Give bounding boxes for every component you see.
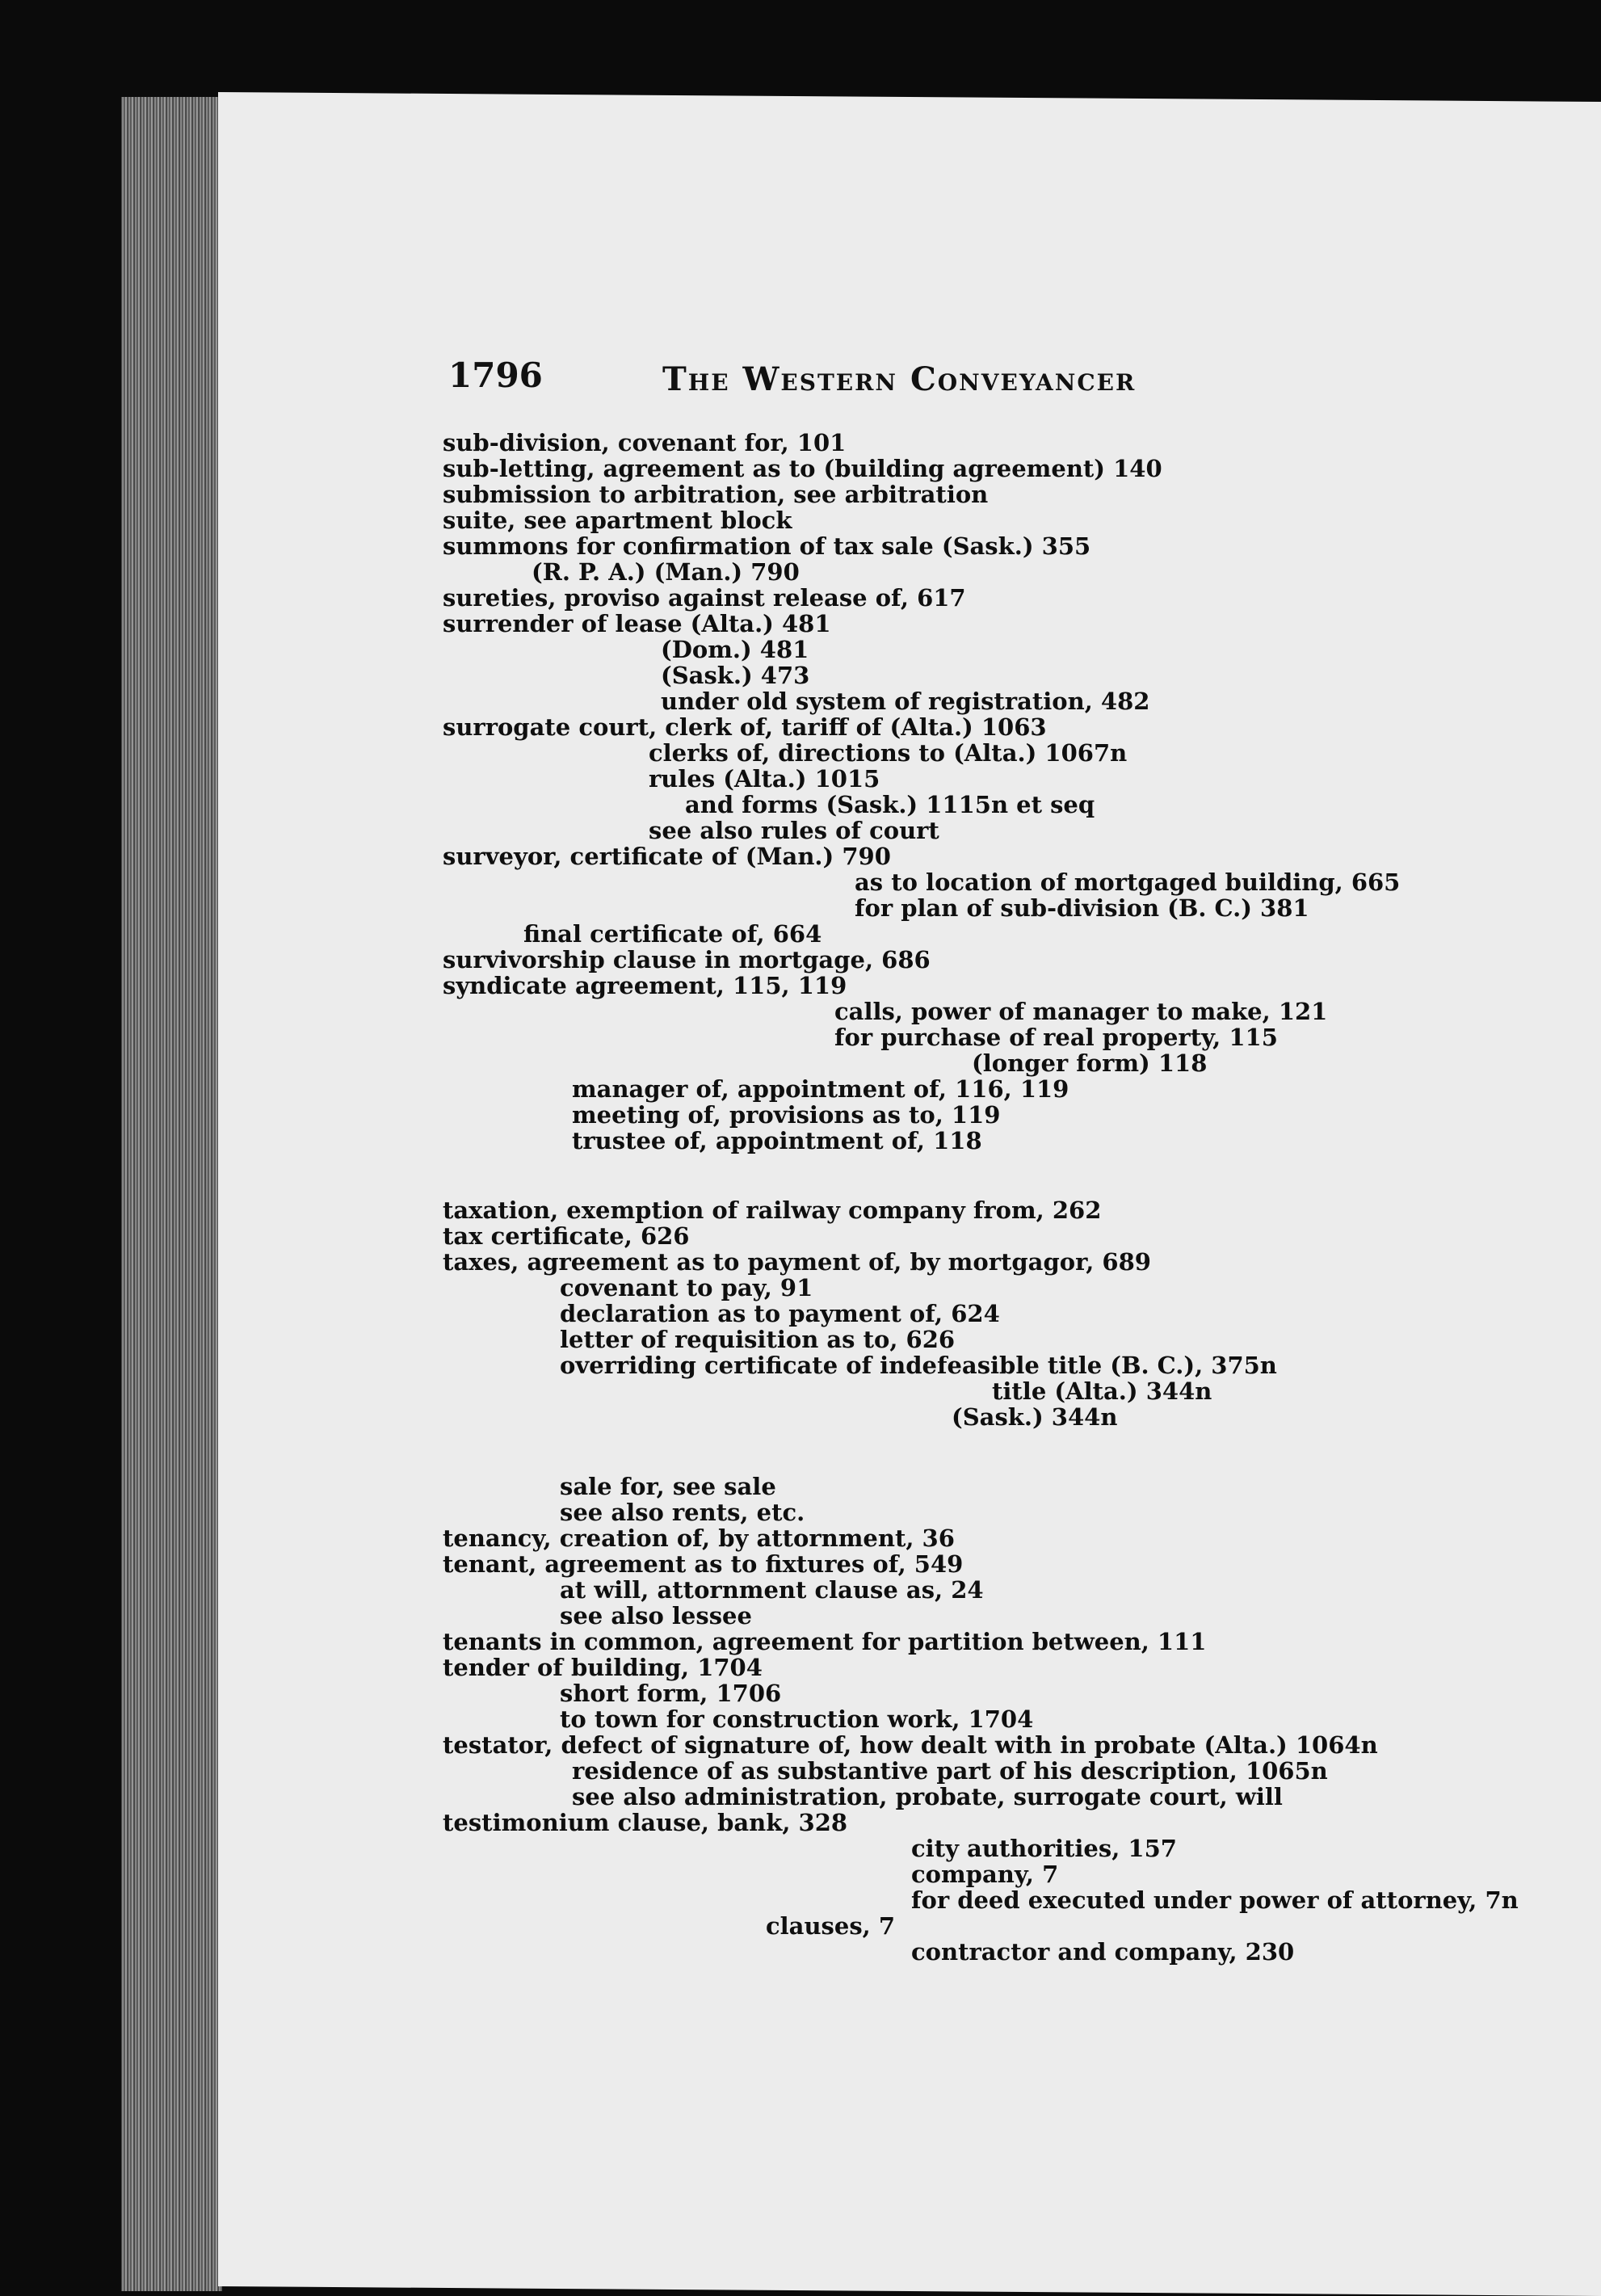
index-entry: tenants in common, agreement for partition between, 111 [443, 1628, 1207, 1655]
book-spine-edge [121, 97, 222, 2291]
index-entry: contractor and company, 230 [911, 1938, 1295, 1966]
index-entry: sureties, proviso against release of, 617 [443, 584, 966, 612]
index-entry: and forms (Sask.) 1115n et seq [685, 791, 1095, 818]
index-entry: tender of building, 1704 [443, 1654, 763, 1681]
page-header [448, 355, 1256, 404]
index-entry: tax certificate, 626 [443, 1222, 690, 1250]
index-entry: sub-letting, agreement as to (building agreement) 140 [443, 455, 1162, 482]
index-entry: surrogate court, clerk of, tariff of (Alta.) 1063 [443, 713, 1047, 741]
index-entry: suite, see apartment block [443, 507, 792, 534]
index-entry: see also rules of court [649, 817, 939, 844]
index-entry: covenant to pay, 91 [560, 1274, 813, 1301]
index-entry: to town for construction work, 1704 [560, 1705, 1034, 1733]
index-entry: at will, attornment clause as, 24 [560, 1576, 984, 1604]
index-entry: meeting of, provisions as to, 119 [572, 1101, 1001, 1129]
index-entry: for deed executed under power of attorney, 7n [911, 1886, 1519, 1914]
index-entry: sale for, see sale [560, 1473, 776, 1500]
index-entry: for plan of sub-division (B. C.) 381 [855, 894, 1309, 922]
index-entry: clerks of, directions to (Alta.) 1067n [649, 739, 1128, 767]
index-entry: survivorship clause in mortgage, 686 [443, 946, 931, 973]
index-entry: (R. P. A.) (Man.) 790 [532, 558, 800, 586]
index-entry: declaration as to payment of, 624 [560, 1300, 1000, 1327]
index-entry: under old system of registration, 482 [661, 688, 1150, 715]
running-head: The Western Conveyancer [662, 360, 1137, 398]
index-entry: summons for confirmation of tax sale (Sask.) 355 [443, 532, 1091, 560]
index-entry: (longer form) 118 [972, 1049, 1208, 1077]
index-entry: tenancy, creation of, by attornment, 36 [443, 1524, 955, 1552]
index-entry: tenant, agreement as to fixtures of, 549 [443, 1550, 964, 1578]
index-entry: for purchase of real property, 115 [834, 1024, 1278, 1051]
index-entry: taxes, agreement as to payment of, by mortgagor, 689 [443, 1248, 1151, 1276]
index-entry: title (Alta.) 344n [992, 1377, 1212, 1405]
index-entry: (Sask.) 473 [661, 662, 810, 689]
index-entry: manager of, appointment of, 116, 119 [572, 1075, 1069, 1103]
index-entry: overriding certificate of indefeasible title (B. C.), 375n [560, 1352, 1277, 1379]
index-entry: testimonium clause, bank, 328 [443, 1809, 848, 1836]
index-entry: residence of as substantive part of his description, 1065n [572, 1757, 1328, 1785]
index-entry: rules (Alta.) 1015 [649, 765, 880, 793]
index-entry: company, 7 [911, 1861, 1059, 1888]
index-entry: final certificate of, 664 [523, 920, 822, 948]
section-gap [443, 1430, 1412, 1474]
index-entry: see also administration, probate, surrogate court, will [572, 1783, 1283, 1810]
index-entries [443, 429, 1519, 1966]
index-entry: sub-division, covenant for, 101 [443, 429, 847, 456]
index-entry: syndicate agreement, 115, 119 [443, 972, 847, 999]
index-entry: see also lessee [560, 1602, 752, 1629]
index-entry: taxation, exemption of railway company from, 262 [443, 1196, 1102, 1224]
index-entry: letter of requisition as to, 626 [560, 1326, 956, 1353]
index-entry: calls, power of manager to make, 121 [834, 998, 1328, 1025]
index-entry: submission to arbitration, see arbitration [443, 481, 989, 508]
index-entry: (Sask.) 344n [952, 1403, 1118, 1431]
index-entry: short form, 1706 [560, 1680, 782, 1707]
page-number: 1796 [448, 355, 543, 395]
index-entry: see also rents, etc. [560, 1499, 805, 1526]
index-entry: as to location of mortgaged building, 665 [855, 868, 1401, 896]
section-gap [443, 1154, 1412, 1197]
index-entry: city authorities, 157 [911, 1835, 1177, 1862]
index-entry: testator, defect of signature of, how dealt with in probate (Alta.) 1064n [443, 1731, 1378, 1759]
index-entry: surrender of lease (Alta.) 481 [443, 610, 831, 637]
index-entry: clauses, 7 [766, 1912, 896, 1940]
index-entry: trustee of, appointment of, 118 [572, 1127, 982, 1154]
index-entry: surveyor, certificate of (Man.) 790 [443, 843, 891, 870]
index-entry: (Dom.) 481 [661, 636, 809, 663]
